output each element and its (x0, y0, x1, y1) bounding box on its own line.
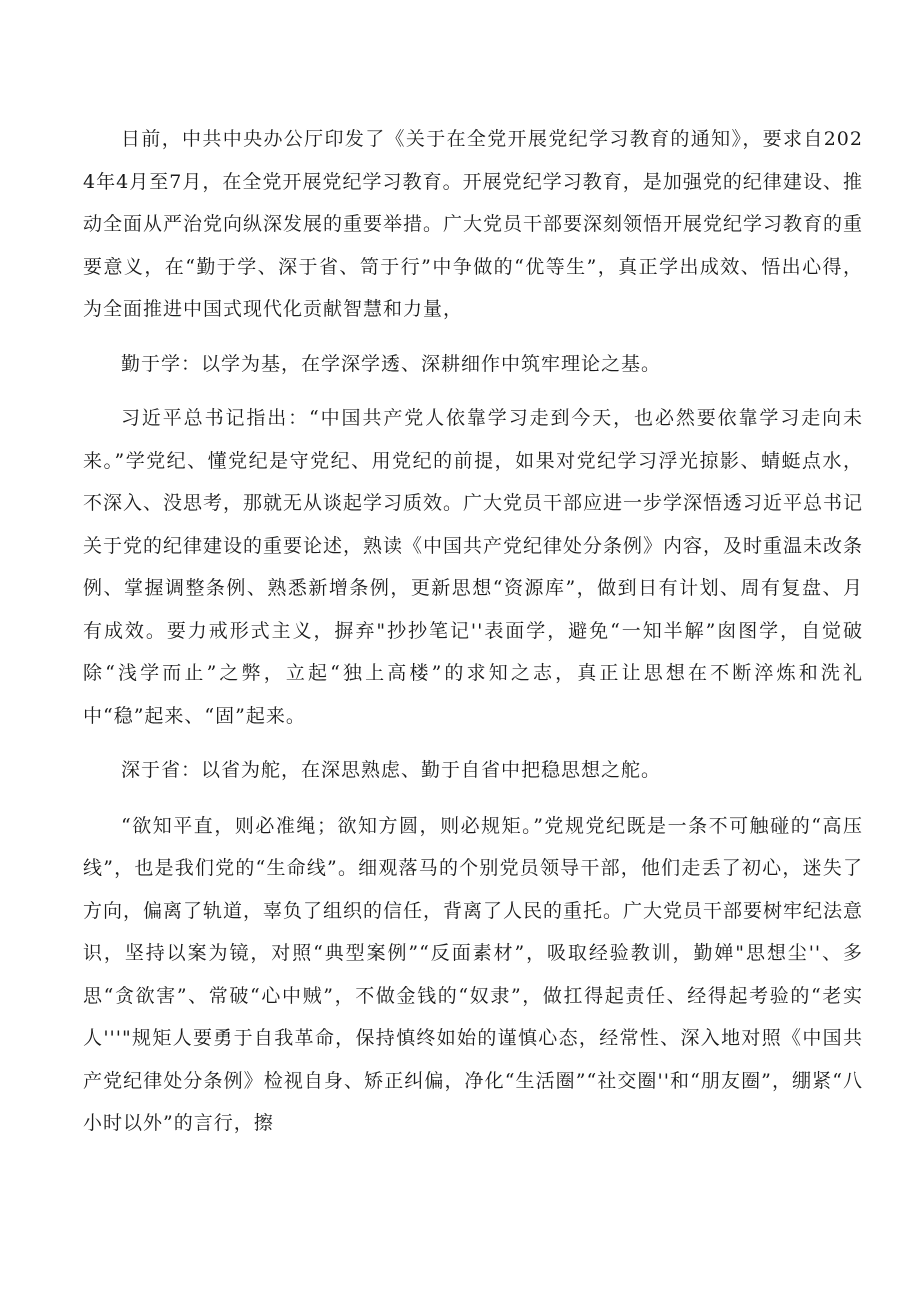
paragraph-reflection: “欲知平直，则必准绳；欲知方圆，则必规矩。”党规党纪既是一条不可触碰的“高压线”，也是我们党的“生命线”。细观落马的个别党员领导干部，他们走丢了初心，迷失了方向，偏离了轨道，辜负了组织的信任，背离了人民的重托。广大党员干部要树牢纪法意识，坚持以案为镜，对照“典型案例”“反面素材”，吸取经验教训，勤婵"思想尘''、多思“贪欲害”、常破“心中贼”，不做金钱的“奴隶”，做扛得起责任、经得起考验的“老实人'''"规矩人要勇于自我革命，保持慎终如始的谨慎心态，经常性、深入地对照《中国共产党纪律处分条例》检视自身、矫正纠偏，净化“生活圈”“社交圈''和“朋友圈”，绷紧“八小时以外”的言行，擦 (83, 814, 864, 1134)
heading-diligent-study: 勤于学：以学为基，在学深学透、深耕细作中筑牢理论之基。 (121, 352, 662, 375)
paragraph-intro: 日前，中共中央办公厅印发了《关于在全党开展党纪学习教育的通知》，要求自2024年4月至7月，在全党开展党纪学习教育。开展党纪学习教育，是加强党的纪律建设、推动全面从严治党向纵深发展的重要举措。广大党员干部要深刻领悟开展党纪学习教育的重要意义，在“勤于学、深于省、笥于行”中争做的“优等生”，真正学出成效、悟出心得，为全面推进中国式现代化贡献智慧和力量， (83, 128, 864, 320)
document-body (83, 118, 863, 1145)
paragraph-study: 习近平总书记指出：“中国共产党人依靠学习走到今天，也必然要依靠学习走向未来。”学党纪、懂党纪是守党纪、用党纪的前提，如果对党纪学习浮光掠影、蜻蜓点水，不深入、没思考，那就无从谈起学习质效。广大党员干部应进一步学深悟透习近平总书记关于党的纪律建设的重要论述，熟读《中国共产党纪律处分条例》内容，及时重温未改条例、掌握调整条例、熟悉新增条例，更新思想“资源库”，做到日有计划、周有复盘、月有成效。要力戒形式主义，摒弃"抄抄笔记''表面学，避免“一知半解”囱图学，自觉破除“浅学而止”之弊，立起“独上高楼”的求知之志，真正让思想在不断淬炼和洗礼中“稳”起来、“固”起来。 (83, 407, 864, 727)
heading-deep-reflection: 深于省：以省为舵，在深思熟虑、勤于自省中把稳思想之舵。 (121, 759, 662, 781)
